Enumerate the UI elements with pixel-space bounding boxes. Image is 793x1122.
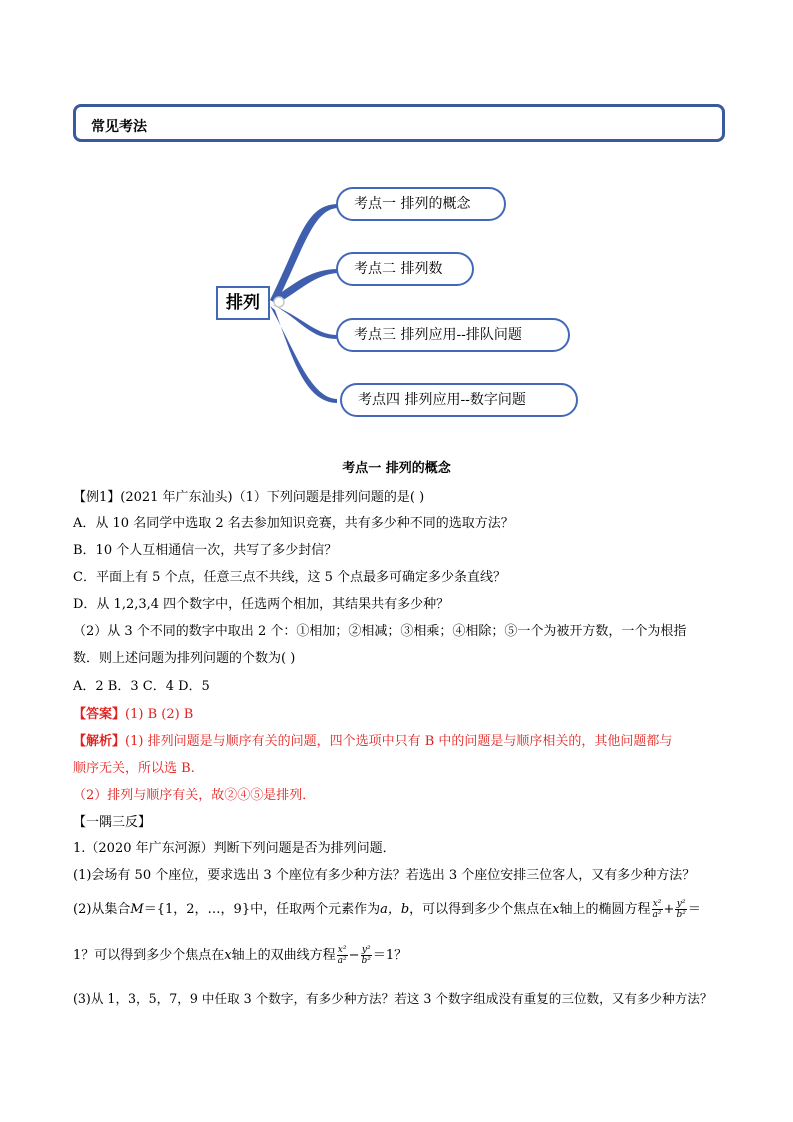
p2-line2-a: 1？可以得到多少个焦点在 xyxy=(73,948,225,963)
answer-text: (1) B (2) B xyxy=(125,707,194,722)
example-q2-options: A．2 B．3 C．4 D．5 xyxy=(73,679,210,694)
practice-q1: 1.（2020 年广东河源）判断下列问题是否为排列问题． xyxy=(73,841,396,856)
ellipse-frac-y: $\frac{\text{y²}}{\text{b²}}$ xyxy=(676,899,686,920)
analysis-line2: 顺序无关，所以选 B. xyxy=(73,761,195,776)
practice-title: 【一隅三反】 xyxy=(73,815,152,830)
mindmap-branch-2: 考点二 排列数 xyxy=(336,252,474,286)
p2-ab: a，b xyxy=(380,902,410,917)
ellipse-frac-x: $\frac{\text{x²}}{\text{a²}}$ xyxy=(652,899,662,920)
p2-eq: ＝ xyxy=(687,902,701,917)
hyperbola-frac-x: $\frac{\text{x²}}{\text{a²}}$ xyxy=(337,945,347,966)
example-q2-line2: 数．则上述问题为排列问题的个数为( ) xyxy=(73,651,296,666)
mindmap-branch-4: 考点四 排列应用--数字问题 xyxy=(340,383,578,417)
p2-line2-c: ＝1？ xyxy=(372,948,408,963)
mindmap-branch-1: 考点一 排列的概念 xyxy=(336,187,506,221)
example-option-b: B．10 个人互相通信一次，共写了多少封信？ xyxy=(73,543,338,558)
p2-line2-x: x xyxy=(224,948,232,963)
example-option-a: A．从 10 名同学中选取 2 名去参加知识竞赛，共有多少种不同的选取方法？ xyxy=(73,516,514,531)
p2-x: x xyxy=(552,902,560,917)
answer-line xyxy=(73,703,193,722)
example-option-d: D．从 1,2,3,4 四个数字中，任选两个相加，其结果共有多少种？ xyxy=(73,597,450,612)
p2-text-d: 轴上的椭圆方程 xyxy=(559,902,651,917)
analysis-line3: （2）排列与顺序有关，故②④⑤是排列． xyxy=(73,788,316,803)
analysis-text-1: (1) 排列问题是与顺序有关的问题，四个选项中只有 B 中的问题是与顺序相关的，其他问题都与 xyxy=(125,734,673,749)
header-title: 常见考法 xyxy=(91,119,147,135)
p2-text-b: ＝{1，2，…，9}中，任取两个元素作为 xyxy=(143,902,381,917)
section-title: 考点一 排列的概念 xyxy=(342,461,451,476)
header-box xyxy=(73,104,725,142)
hyperbola-frac-y: $\frac{\text{y²}}{\text{b²}}$ xyxy=(361,945,371,966)
mindmap-root: 排列 xyxy=(216,286,270,320)
example-q2-line1: （2）从 3 个不同的数字中取出 2 个：①相加；②相减；③相乘；④相除；⑤一个为被开方数，一个为根指 xyxy=(73,624,687,639)
p2-text-a: (2)从集合 xyxy=(73,902,131,917)
example-option-c: C．平面上有 5 个点，任意三点不共线，这 5 个点最多可确定多少条直线？ xyxy=(73,570,507,585)
p2-minus: − xyxy=(348,948,360,963)
practice-p1: (1)会场有 50 个座位，要求选出 3 个座位有多少种方法？若选出 3 个座位安排三位客人，又有多少种方法？ xyxy=(73,868,696,883)
analysis-line1 xyxy=(73,730,672,749)
practice-p2-line1 xyxy=(73,898,701,920)
analysis-label: 【解析】 xyxy=(73,734,126,749)
p2-line2-b: 轴上的双曲线方程 xyxy=(231,948,336,963)
example-head: 【例1】(2021 年广东汕头)（1）下列问题是排列问题的是( ) xyxy=(73,490,425,505)
answer-label: 【答案】 xyxy=(73,707,126,722)
practice-p2-line2 xyxy=(73,944,407,966)
p2-text-c: ，可以得到多少个焦点在 xyxy=(409,902,553,917)
p2-set-var: M xyxy=(130,902,144,917)
p2-plus: + xyxy=(663,902,675,917)
mindmap-branch-3: 考点三 排列应用--排队问题 xyxy=(336,318,570,352)
practice-p3: (3)从 1，3，5，7，9 中任取 3 个数字，有多少种方法？若这 3 个数字组成没有重复的三位数，又有多少种方法？ xyxy=(73,991,713,1006)
